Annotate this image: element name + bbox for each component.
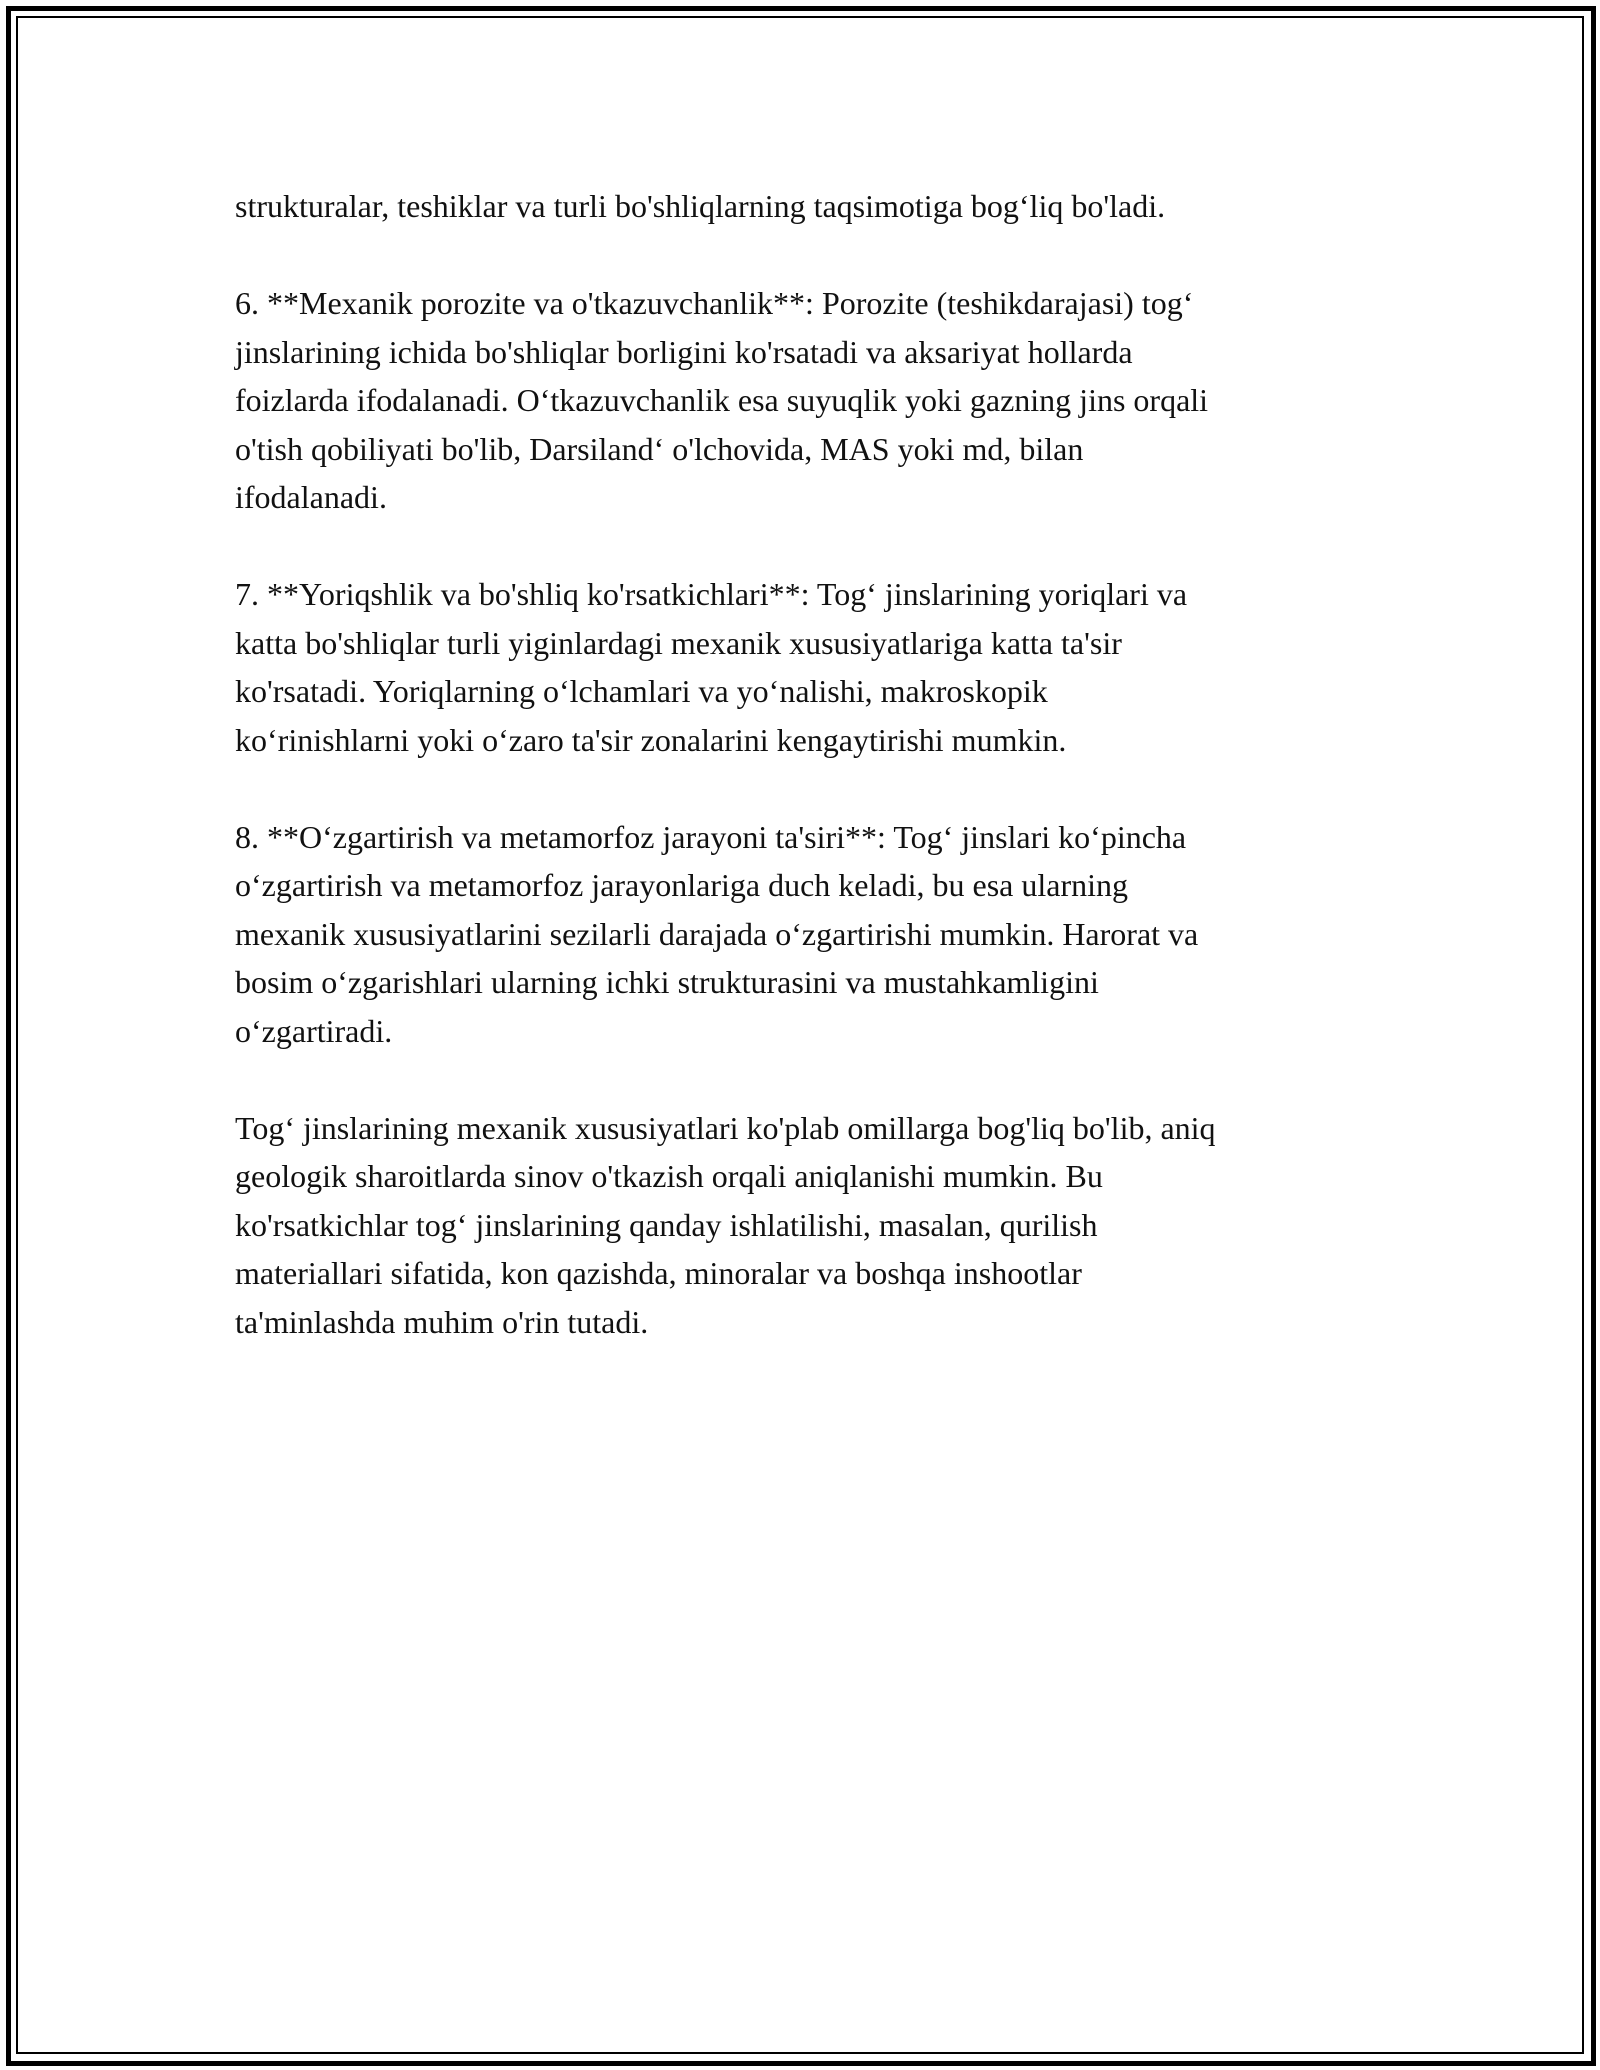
paragraph-item-8: 8. **O‘zgartirish va metamorfoz jarayoni ta'siri**: Tog‘ jinslari ko‘pincha o‘zgartirish va metamorfoz jarayonlariga duch keladi, bu esa ularning mexanik xususiyatlarini sezilarli darajada o‘zgartirishi mumkin. Harorat va bosim o‘zgarishlari ularning ichki strukturasini va mustahkamligini o‘zgartiradi. — [235, 818, 1199, 1049]
paragraph-item-6: 6. **Mexanik porozite va o'tkazuvchanlik**: Porozite (teshikdarajasi) tog‘ jinslarining ichida bo'shliqlar borligini ko'rsatadi va aksariyat hollarda foizlarda ifodalanadi. O‘tkazuvchanlik esa suyuqlik yoki gazning jins orqali o'tish qobiliyati bo'lib, Darsiland‘ o'lchovida, MAS yoki md, bilan ifodalanadi. — [235, 285, 1209, 515]
paragraph-item-7: 7. **Yoriqshlik va bo'shliq ko'rsatkichlari**: Tog‘ jinslarining yoriqlari va katta bo'shliqlar turli yiginlardagi mexanik xususiyatlariga katta ta'sir ko'rsatadi. Yoriqlarning o‘lchamlari va yo‘nalishi, makroskopik ko‘rinishlarni yoki o‘zaro ta'sir zonalarini kengaytirishi mumkin. — [235, 576, 1188, 758]
paragraph-conclusion: Tog‘ jinslarining mexanik xususiyatlari ko'plab omillarga bog'liq bo'lib, aniq geologik sharoitlarda sinov o'tkazish orqali aniqlanishi mumkin. Bu ko'rsatkichlar tog‘ jinslarining qanday ishlatilishi, masalan, qurilish materiallari sifatida, kon qazishda, minoralar va boshqa inshootlar ta'minlashda muhim o'rin tutadi. — [235, 1109, 1216, 1340]
document-body — [235, 182, 1375, 1395]
paragraph-continuation: strukturalar, teshiklar va turli bo'shliqlarning taqsimotiga bog‘liq bo'ladi. — [235, 188, 1166, 224]
